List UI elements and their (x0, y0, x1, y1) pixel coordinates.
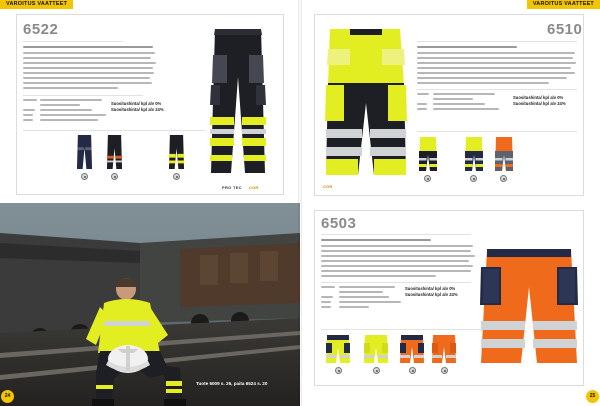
colour-code-badge (373, 367, 380, 374)
price-excl-vat: Suositushinta/ kpl alv 0% (405, 286, 456, 291)
title-divider (23, 41, 123, 42)
page-number-right: 25 (586, 390, 599, 403)
specs-divider (417, 89, 577, 90)
price-excl-vat: Suositushinta/ kpl alv 0% (513, 95, 564, 100)
colour-code-badge (409, 367, 416, 374)
title-divider (417, 41, 577, 42)
thumbnail[interactable] (167, 135, 186, 169)
colour-code-badge (173, 173, 180, 180)
photo-caption: Tuote 6009 s. 26, paita 6524 s. 20 (196, 381, 268, 386)
product-number: 6503 (321, 215, 357, 232)
product-image-pirate-trousers (320, 25, 412, 180)
price-incl-vat: Suositushinta/ kpl alv 24% (513, 101, 566, 106)
thumbnail[interactable] (363, 335, 389, 363)
brand-logo: COR (323, 184, 333, 189)
specs-divider (23, 95, 143, 96)
thumbnail[interactable] (105, 135, 124, 169)
colour-code-badge (111, 173, 118, 180)
trouser-shape (77, 135, 92, 169)
colour-code-badge (424, 175, 431, 182)
thumbnail[interactable] (431, 335, 457, 363)
thumbnail[interactable] (75, 135, 94, 169)
colour-code-badge (81, 173, 88, 180)
section-tab-right: VAROITUS VAATTEET (527, 0, 600, 9)
product-card-6510 (314, 14, 584, 196)
product-card-6522 (16, 14, 284, 195)
right-page (300, 0, 600, 406)
colour-code-badge (335, 367, 342, 374)
product-number: 6522 (23, 21, 59, 38)
brand-logo: PRO TEC (222, 185, 242, 190)
price-incl-vat: Suositushinta/ kpl alv 24% (111, 107, 164, 112)
thumb-divider (321, 329, 481, 330)
product-image-trousers (205, 25, 271, 175)
thumbnail[interactable] (399, 335, 425, 363)
thumb-divider (23, 130, 205, 131)
colour-code-badge (470, 175, 477, 182)
lifestyle-photo (0, 203, 300, 406)
price-excl-vat: Suositushinta/ kpl alv 0% (111, 101, 162, 106)
colour-code-badge (500, 175, 507, 182)
specs-divider (321, 282, 471, 283)
title-divider (321, 234, 471, 235)
product-number: 6510 (547, 21, 583, 38)
product-card-6503 (314, 210, 584, 386)
thumbnail[interactable] (325, 335, 351, 363)
thumbnail[interactable] (493, 137, 515, 171)
brand-logo: COR (249, 185, 259, 190)
thumb-divider (417, 131, 577, 132)
thumbnail[interactable] (463, 137, 485, 171)
section-tab-left: VAROITUS VAATTEET (0, 0, 73, 9)
page-number-left: 24 (1, 390, 14, 403)
product-image-shorts (479, 247, 579, 365)
colour-code-badge (441, 367, 448, 374)
thumbnail[interactable] (417, 137, 439, 171)
price-incl-vat: Suositushinta/ kpl alv 24% (405, 292, 458, 297)
spread-gutter (298, 0, 302, 406)
